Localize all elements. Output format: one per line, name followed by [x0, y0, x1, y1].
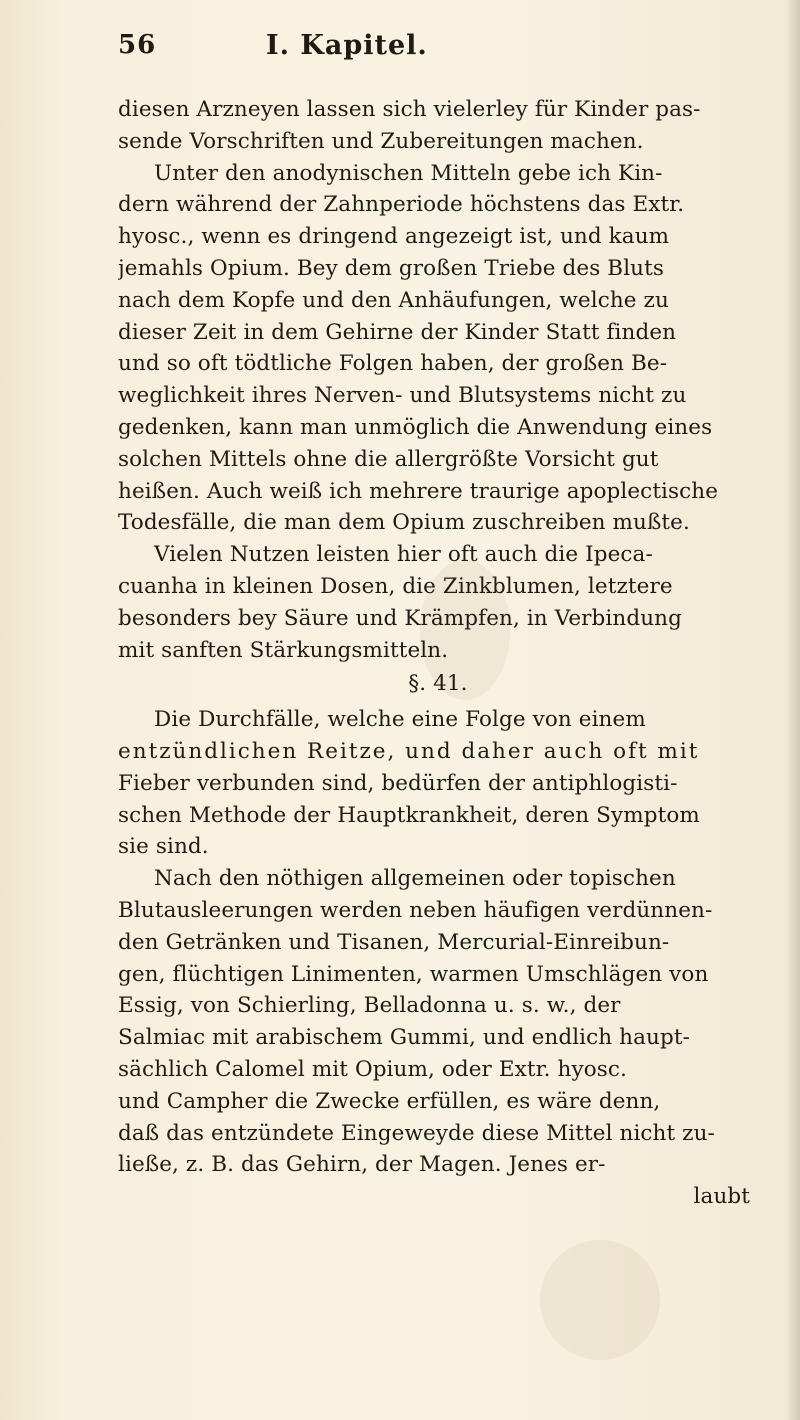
text-line: sie sind.: [118, 834, 209, 860]
text-line: jemahls Opium. Bey dem großen Triebe des Bluts: [118, 255, 665, 281]
text-line: ließe, z. B. das Gehirn, der Magen. Jenes er-: [118, 1152, 606, 1178]
text-line: solchen Mittels ohne die allergrößte Vorsicht gut: [118, 446, 659, 472]
section-heading: §. 41.: [408, 671, 468, 697]
text-line: Unter den anodynischen Mitteln gebe ich Kin-: [154, 160, 663, 186]
text-line: diesen Arzneyen lassen sich vielerley für Kinder pas-: [118, 97, 701, 122]
page-header: [118, 16, 718, 76]
text-line: weglichkeit ihres Nerven- und Blutsystems nicht zu: [118, 383, 687, 409]
text-line: Salmiac mit arabischem Gummi, und endlich haupt-: [118, 1025, 690, 1051]
text-line: dern während der Zahnperiode höchstens das Extr.: [118, 192, 685, 218]
catchword: laubt: [693, 1184, 750, 1210]
text-line: den Getränken und Tisanen, Mercurial-Einreibun-: [118, 929, 670, 955]
text-line: besonders bey Säure und Krämpfen, in Verbindung: [118, 605, 682, 631]
text-line: sächlich Calomel mit Opium, oder Extr. hyosc.: [118, 1056, 627, 1082]
page-number: 56: [118, 30, 157, 60]
text-line: gedenken, kann man unmöglich die Anwendung eines: [118, 414, 713, 440]
text-line: Todesfälle, die man dem Opium zuschreiben mußte.: [118, 510, 690, 536]
text-line: entzündlichen Reitze, und daher auch oft mit: [118, 738, 700, 764]
text-line: dieser Zeit in dem Gehirne der Kinder Statt finden: [118, 319, 677, 345]
paper-stain: [540, 1240, 660, 1360]
text-line: schen Methode der Hauptkrankheit, deren Symptom: [118, 802, 700, 828]
text-line: hyosc., wenn es dringend angezeigt ist, und kaum: [118, 224, 670, 250]
text-line: Blutausleerungen werden neben häufigen verdünnen-: [118, 897, 713, 923]
text-line: Essig, von Schierling, Belladonna u. s. w., der: [118, 993, 621, 1019]
text-line: Nach den nöthigen allgemeinen oder topischen: [154, 866, 676, 892]
text-line: nach dem Kopfe und den Anhäufungen, welche zu: [118, 287, 669, 313]
text-line: sende Vorschriften und Zubereitungen machen.: [118, 128, 644, 154]
text-line: cuanha in kleinen Dosen, die Zinkblumen, letztere: [118, 573, 673, 599]
text-line: Vielen Nutzen leisten hier oft auch die Ipeca-: [154, 542, 653, 568]
chapter-title: I. Kapitel.: [266, 30, 428, 61]
text-line: heißen. Auch weiß ich mehrere traurige apoplectische: [118, 478, 719, 504]
text-line: und so oft tödtliche Folgen haben, der großen Be-: [118, 351, 668, 377]
text-line: Die Durchfälle, welche eine Folge von einem: [154, 707, 646, 733]
text-line: Fieber verbunden sind, bedürfen der antiphlogisti-: [118, 770, 678, 796]
page-edge-shadow: [786, 0, 800, 1420]
text-line: daß das entzündete Eingeweyde diese Mittel nicht zu-: [118, 1120, 715, 1146]
body-text: [118, 94, 758, 1213]
text-line: gen, flüchtigen Linimenten, warmen Umschlägen von: [118, 961, 709, 987]
text-line: mit sanften Stärkungsmitteln.: [118, 637, 449, 663]
text-line: und Campher die Zwecke erfüllen, es wäre denn,: [118, 1088, 661, 1114]
